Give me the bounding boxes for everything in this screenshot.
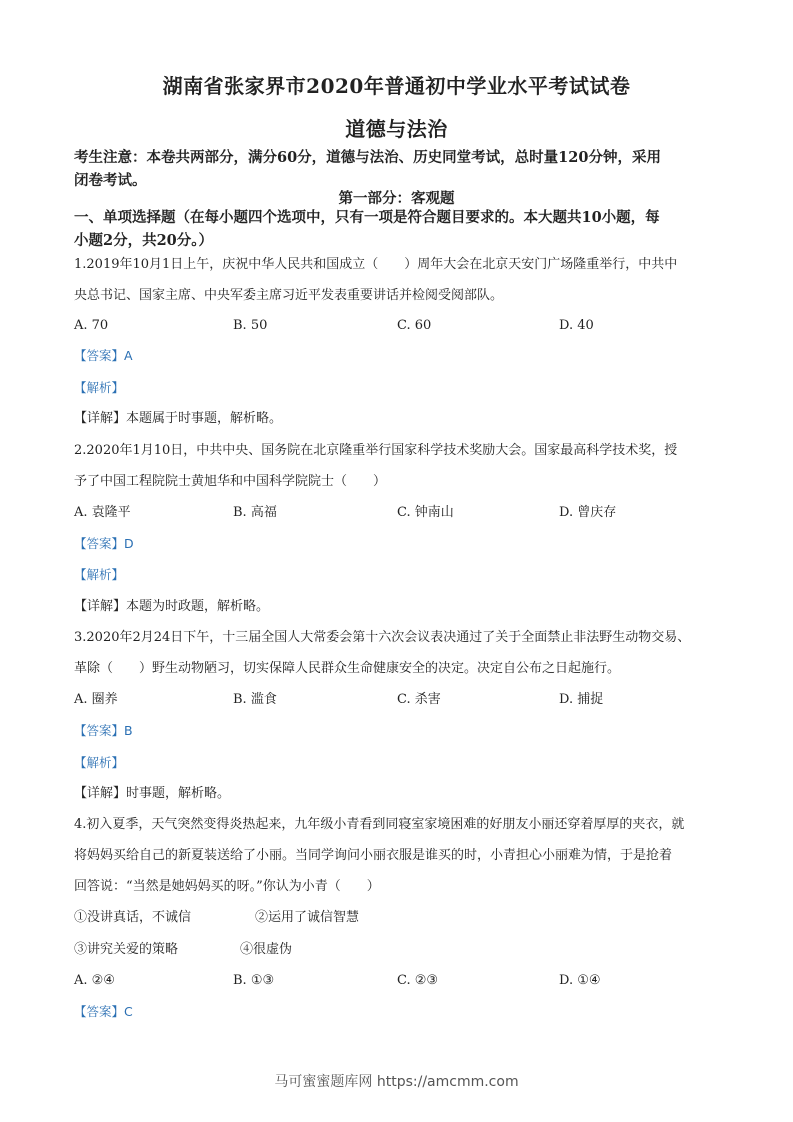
- q3-option-b: B. 滥食: [233, 692, 277, 707]
- q2-option-d: D. 曾庆存: [559, 505, 617, 520]
- q4-answer: 【答案】C: [74, 1004, 133, 1019]
- q4-stem-line-2: 将妈妈买给自己的新夏装送给了小丽。当同学询问小丽衣服是谁买的时，小青担心小丽难为情，于是抢着: [74, 848, 673, 863]
- q1-detail: 【详解】本题属于时事题，解析略。: [74, 411, 283, 426]
- q4-statement-2: ②运用了诚信智慧: [255, 910, 360, 925]
- q4-option-d: D. ①④: [559, 973, 601, 988]
- q1-analysis: 【解析】: [74, 380, 125, 395]
- section-heading-2: 小题2分，共20分。）: [74, 232, 214, 249]
- q3-stem-line-1: 3.2020年2月24日下午，十三届全国人大常委会第十六次会议表决通过了关于全面禁止非法野生动物交易、: [74, 630, 691, 645]
- q1-stem-line-1: 1.2019年10月1日上午，庆祝中华人民共和国成立（ ）周年大会在北京天安门广场隆重举行，中共中: [74, 257, 678, 272]
- q1-option-a: A. 70: [74, 318, 109, 333]
- q3-option-c: C. 杀害: [397, 692, 441, 707]
- q1-option-b: B. 50: [233, 318, 268, 333]
- q2-analysis: 【解析】: [74, 567, 125, 582]
- q4-option-c: C. ②③: [397, 973, 439, 988]
- q4-stem-line-3: 回答说：“当然是她妈妈买的呀。”你认为小青（ ）: [74, 879, 380, 894]
- q2-option-c: C. 钟南山: [397, 505, 454, 520]
- q3-option-d: D. 捕捉: [559, 692, 604, 707]
- q4-option-b: B. ①③: [233, 973, 275, 988]
- part-heading: 第一部分：客观题: [338, 190, 455, 207]
- q2-stem-line-2: 予了中国工程院院士黄旭华和中国科学院院士（ ）: [74, 474, 387, 489]
- q3-option-a: A. 圈养: [74, 692, 118, 707]
- section-heading-1: 一、单项选择题（在每小题四个选项中，只有一项是符合题目要求的。本大题共10小题，每: [74, 209, 660, 226]
- q3-answer: 【答案】B: [74, 723, 133, 738]
- notice-line-1: 考生注意：本卷共两部分，满分60分，道德与法治、历史同堂考试，总时量120分钟，采用: [74, 149, 661, 166]
- q4-statement-3: ③讲究关爱的策略: [74, 942, 179, 957]
- exam-title: 湖南省张家界市2020年普通初中学业水平考试试卷: [162, 74, 631, 98]
- q4-option-a: A. ②④: [74, 973, 115, 988]
- notice-line-2: 闭卷考试。: [74, 172, 147, 189]
- q2-answer: 【答案】D: [74, 536, 134, 551]
- q4-stem-line-1: 4.初入夏季，天气突然变得炎热起来，九年级小青看到同寝室家境困难的好朋友小丽还穿着厚厚的夹衣，就: [74, 817, 685, 832]
- q1-answer: 【答案】A: [74, 348, 133, 363]
- q4-statement-1: ①没讲真话，不诚信: [74, 910, 192, 925]
- q3-detail: 【详解】时事题，解析略。: [74, 786, 231, 801]
- footer-watermark: 马可蜜蜜题库网 https://amcmm.com: [274, 1074, 519, 1090]
- q2-option-a: A. 袁隆平: [74, 505, 131, 520]
- subject-title: 道德与法治: [345, 117, 448, 141]
- q4-statement-4: ④很虚伪: [240, 942, 293, 957]
- q2-detail: 【详解】本题为时政题，解析略。: [74, 599, 270, 614]
- q1-option-d: D. 40: [559, 318, 594, 333]
- q1-stem-line-2: 央总书记、国家主席、中央军委主席习近平发表重要讲话并检阅受阅部队。: [74, 288, 504, 303]
- q3-stem-line-2: 革除（ ）野生动物陋习，切实保障人民群众生命健康安全的决定。决定自公布之日起施行。: [74, 661, 621, 676]
- q2-option-b: B. 高福: [233, 505, 277, 520]
- q3-analysis: 【解析】: [74, 755, 125, 770]
- q1-option-c: C. 60: [397, 318, 432, 333]
- q2-stem-line-1: 2.2020年1月10日，中共中央、国务院在北京隆重举行国家科学技术奖励大会。国家最高科学技术奖，授: [74, 443, 678, 458]
